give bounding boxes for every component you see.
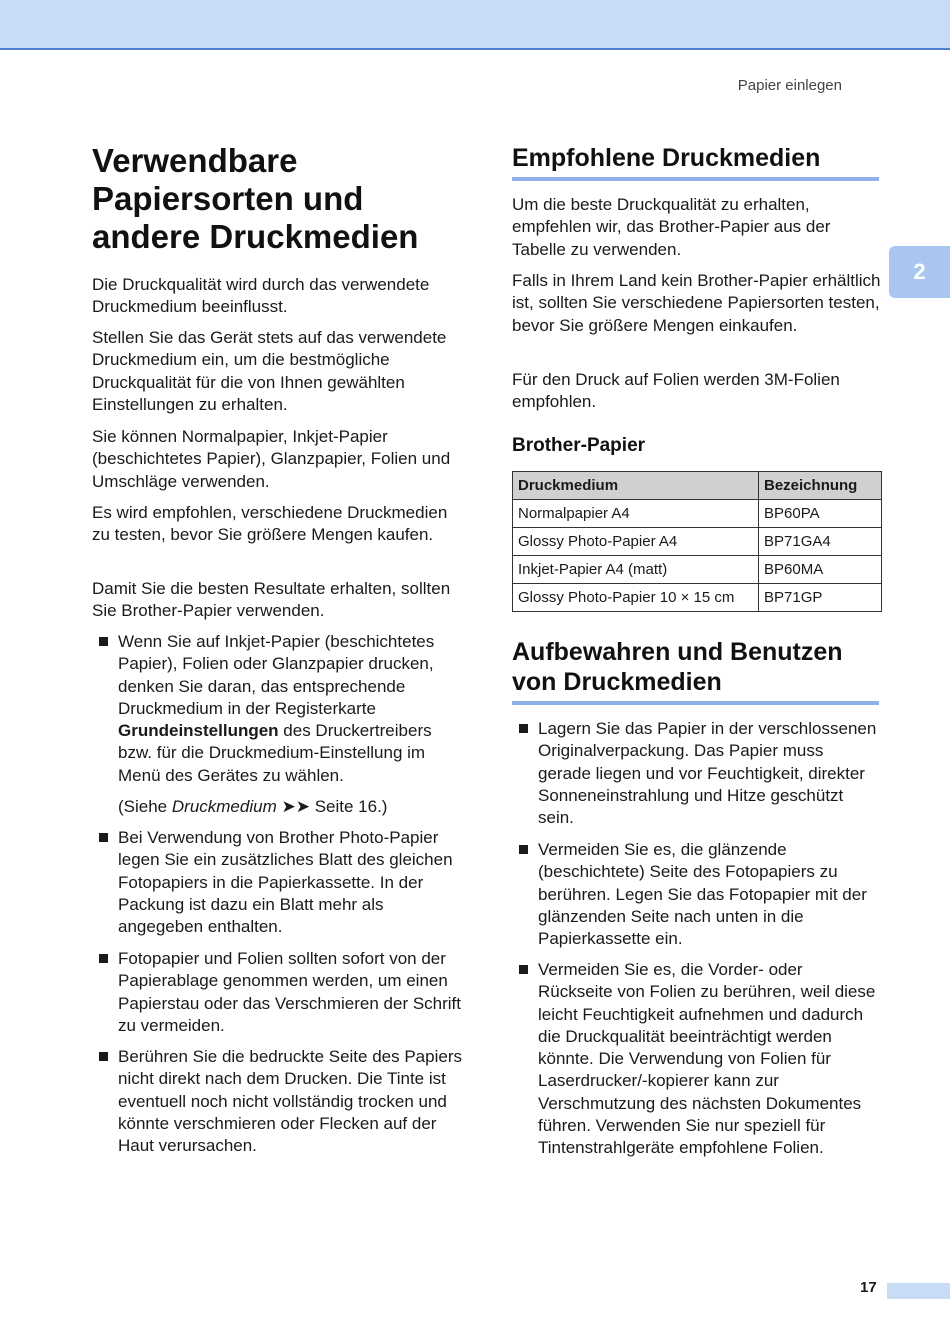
subsection-title: Brother-Papier xyxy=(512,435,646,456)
paragraph: Die Druckqualität wird durch das verwendete Druckmedium beeinflusst. xyxy=(92,275,430,317)
list-item xyxy=(118,1046,463,1157)
table-header-row xyxy=(513,472,882,500)
list-item-text: Wenn Sie auf Inkjet-Papier (beschichtetes Papier), Folien oder Glanzpapier drucken, denken Sie daran, das entsprechende Druckmedium in der Registerkarte Grundeinstellungen des Druckertreibers bzw. für die Druckmedium-Einstellung im Menü des Gerätes zu wählen. xyxy=(118,632,435,785)
table-cell: Inkjet-Papier A4 (matt) xyxy=(513,556,759,584)
paragraph: Falls in Ihrem Land kein Brother-Papier erhältlich ist, sollten Sie verschiedene Papiersorten testen, bevor Sie größere Mengen einkaufen. xyxy=(512,271,881,335)
table-cell: BP60MA xyxy=(759,556,882,584)
bullet-square-icon xyxy=(99,1052,108,1061)
column-header: Bezeichnung xyxy=(759,472,882,500)
list-item-text: Vermeiden Sie es, die Vorder- oder Rückseite von Folien zu berühren, weil diese leicht Feuchtigkeit aufnehmen und dadurch die Druckqualität beeinträchtigt werden könnte. Die Verwendung von Folien für Laserdrucker/-kopierer kann zur Verschmutzung des nächsten Dokumentes führen. Verwenden Sie nur speziell für Tintenstrahlgeräte empfohlene Folien. xyxy=(538,960,876,1158)
paragraph: Stellen Sie das Gerät stets auf das verwendete Druckmedium ein, um die bestmögliche Druckqualität für die von Ihnen gewählten Einstellungen zu erhalten. xyxy=(92,328,447,414)
section-rule xyxy=(512,701,879,705)
list-item xyxy=(118,948,463,1037)
running-title: Papier einlegen xyxy=(737,77,842,94)
list-item-text: Berühren Sie die bedruckte Seite des Papiers nicht direkt nach dem Drucken. Die Tinte ist eventuell noch nicht vollständig trocken und könnte verschmieren oder Flecken auf der Haut verursachen. xyxy=(118,1047,462,1156)
paragraph: Es wird empfohlen, verschiedene Druckmedien zu testen, bevor Sie größere Mengen kaufen. xyxy=(92,503,448,545)
bullet-square-icon xyxy=(519,845,528,854)
section-rule xyxy=(512,177,879,181)
bullet-square-icon xyxy=(99,954,108,963)
tab-name-emphasis: Grundeinstellungen xyxy=(118,721,279,741)
header-band xyxy=(0,0,950,50)
list-item xyxy=(118,631,463,787)
table-row xyxy=(513,556,882,584)
table-row xyxy=(513,500,882,528)
paper-table xyxy=(512,471,882,612)
bullet-square-icon xyxy=(99,833,108,842)
paragraph: Sie können Normalpapier, Inkjet-Papier (beschichtetes Papier), Glanzpapier, Folien und Umschläge verwenden. xyxy=(92,427,451,491)
table-cell: Glossy Photo-Papier 10 × 15 cm xyxy=(513,584,759,612)
paragraph: Damit Sie die besten Resultate erhalten, sollten Sie Brother-Papier verwenden. xyxy=(92,579,451,621)
list-item-text: Fotopapier und Folien sollten sofort von der Papierablage genommen werden, um einen Papierstau oder das Verschmieren der Schrift zu vermeiden. xyxy=(118,949,462,1035)
cross-reference: (Siehe Druckmedium ➤➤ Seite 16.) xyxy=(118,797,388,816)
reference-link[interactable]: Druckmedium xyxy=(171,797,277,816)
list-item-text: Bei Verwendung von Brother Photo-Papier legen Sie ein zusätzliches Blatt des gleichen Fotopapiers in die Papierkassette. In der Packung ist dazu ein Blatt mehr als angegeben enthalten. xyxy=(118,828,453,937)
bullet-square-icon xyxy=(519,965,528,974)
bullet-square-icon xyxy=(519,724,528,733)
list-item xyxy=(538,718,880,829)
list-item xyxy=(118,827,463,938)
list-item-text: Vermeiden Sie es, die glänzende (beschichtete) Seite des Fotopapiers zu berühren. Legen Sie das Fotopapier mit der glänzenden Seite nach unten in die Papierkassette ein. xyxy=(538,840,867,949)
bullet-square-icon xyxy=(99,637,108,646)
page-number: 17 xyxy=(860,1279,877,1296)
table-cell: BP60PA xyxy=(759,500,882,528)
list-item xyxy=(538,839,880,950)
table-cell: Glossy Photo-Papier A4 xyxy=(513,528,759,556)
list-item xyxy=(538,959,880,1160)
table-cell: BP71GP xyxy=(759,584,882,612)
paragraph: Um die beste Druckqualität zu erhalten, empfehlen wir, das Brother-Papier aus der Tabelle zu verwenden. xyxy=(512,195,831,259)
footer-band xyxy=(887,1283,950,1299)
section-title: Aufbewahren und Benutzen von Druckmedien xyxy=(512,638,843,696)
table-row xyxy=(513,528,882,556)
page-title: Verwendbare Papiersorten und andere Druckmedien xyxy=(92,142,419,255)
paragraph: Für den Druck auf Folien werden 3M-Folien empfohlen. xyxy=(512,370,840,412)
table-cell: BP71GA4 xyxy=(759,528,882,556)
double-arrow-icon: ➤➤ xyxy=(281,797,310,816)
table-row xyxy=(513,584,882,612)
table-cell: Normalpapier A4 xyxy=(513,500,759,528)
column-header: Druckmedium xyxy=(513,472,759,500)
section-title: Empfohlene Druckmedien xyxy=(512,144,821,172)
chapter-tab: 2 xyxy=(889,246,950,298)
list-item-text: Lagern Sie das Papier in der verschlossenen Originalverpackung. Das Papier muss gerade liegen und vor Feuchtigkeit, direkter Sonneneinstrahlung und Hitze geschützt sein. xyxy=(538,719,877,828)
